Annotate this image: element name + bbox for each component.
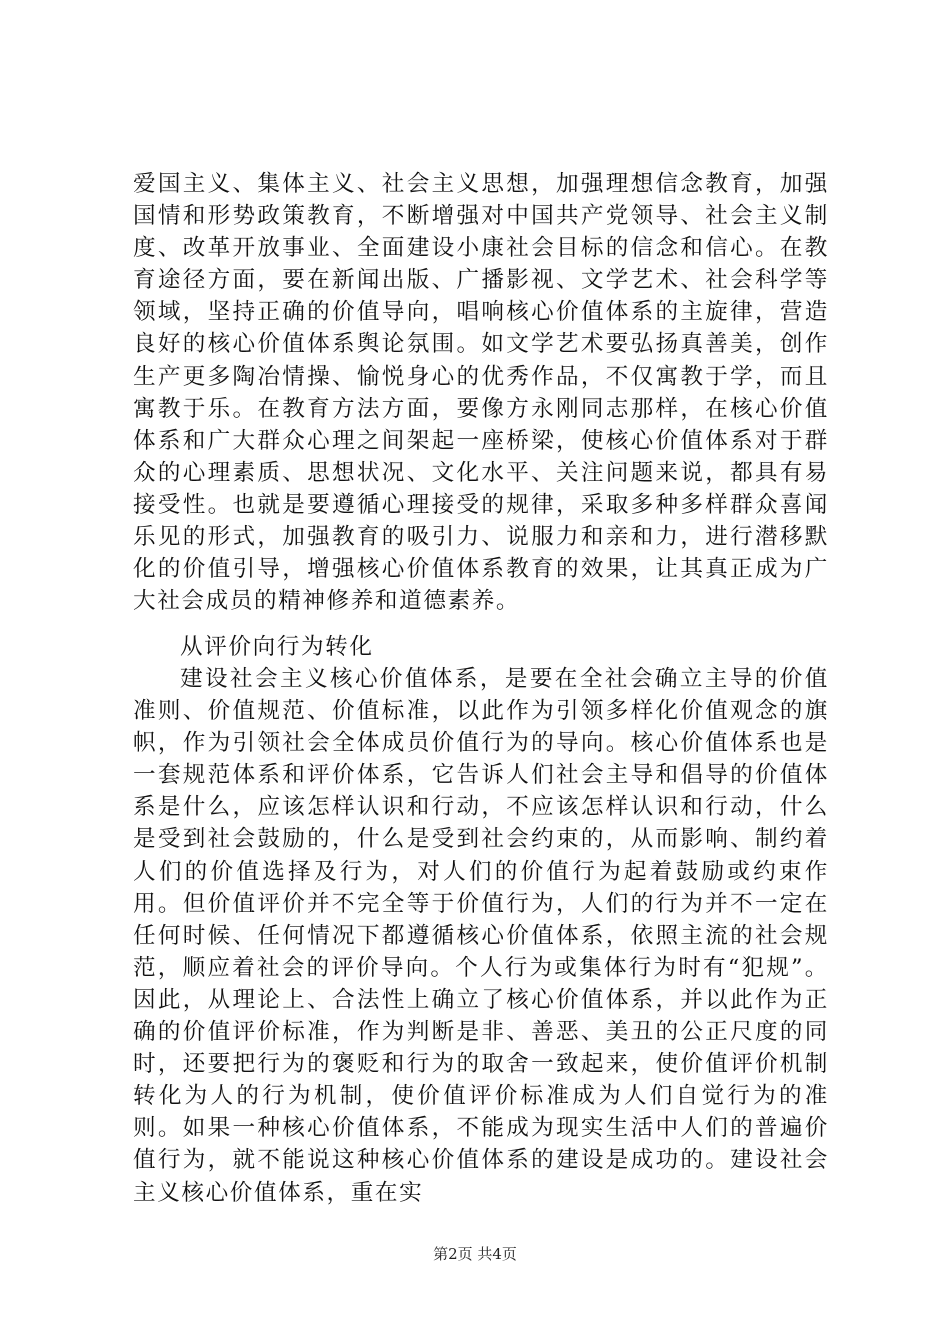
body-paragraph-2: 建设社会主义核心价值体系，是要在全社会确立主导的价值准则、价值规范、价值标准，以此作为引领多样化价值观念的旗帜，作为引领社会全体成员价值行为的导向。核心价值体系也是一套规范体系和评价体系，它告诉人们社会主导和倡导的价值体系是什么，应该怎样认识和行动，不应该怎样认识和行动，什么是受到社会鼓励的，什么是受到社会约束的，从而影响、制约着人们的价值选择及行为，对人们的价值行为起着鼓励或约束作用。但价值评价并不完全等于价值行为，人们的行为并不一定在任何时候、任何情况下都遵循核心价值体系，依照主流的社会规范，顺应着社会的评价导向。个人行为或集体行为时有“犯规”。因此，从理论上、合法性上确立了核心价值体系，并以此作为正确的价值评价标准，作为判断是非、善恶、美丑的公正尺度的同时，还要把行为的褒贬和行为的取舍一致起来，使价值评价机制转化为人的行为机制，使价值评价标准成为人们自觉行为的准则。如果一种核心价值体系，不能成为现实生活中人们的普遍价值行为，就不能说这种核心价值体系的建设是成功的。建设社会主义核心价值体系，重在实	[133, 666, 829, 1206]
body-paragraph-1: 爱国主义、集体主义、社会主义思想，加强理想信念教育，加强国情和形势政策教育，不断增强对中国共产党领导、社会主义制度、改革开放事业、全面建设小康社会目标的信念和信心。在教育途径方面，要在新闻出版、广播影视、文学艺术、社会科学等领域，坚持正确的价值导向，唱响核心价值体系的主旋律，营造良好的核心价值体系舆论氛围。如文学艺术要弘扬真善美，创作生产更多陶冶情操、愉悦身心的优秀作品，不仅寓教于学，而且寓教于乐。在教育方法方面，要像方永刚同志那样，在核心价值体系和广大群众心理之间架起一座桥梁，使核心价值体系对于群众的心理素质、思想状况、文化水平、关注问题来说，都具有易接受性。也就是要遵循心理接受的规律，采取多种多样群众喜闻乐见的形式，加强教育的吸引力、说服力和亲和力，进行潜移默化的价值引导，增强核心价值体系教育的效果，让其真正成为广大社会成员的精神修养和道德素养。	[133, 171, 829, 615]
section-heading: 从评价向行为转化	[180, 634, 374, 660]
page-number-footer: 第2页 共4页	[433, 1245, 517, 1263]
